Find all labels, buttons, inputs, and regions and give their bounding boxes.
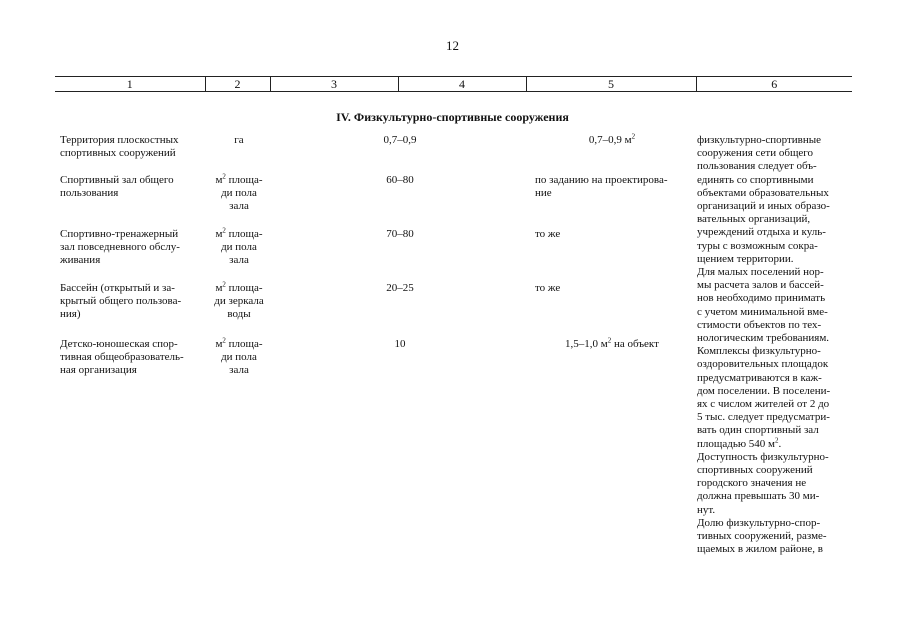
- notes-line: ях с числом жителей от 2 до: [697, 398, 830, 411]
- notes-line: Для малых поселений нор-: [697, 266, 824, 279]
- notes-line: стимости объектов по тех-: [697, 318, 822, 331]
- row-3-remark: [535, 228, 689, 241]
- row-1-remark-sup: 2: [631, 132, 636, 141]
- row-2-unit-sup: 2: [222, 172, 226, 181]
- row-4-unit-line: [208, 282, 270, 295]
- notes-area-sup: 2: [775, 436, 779, 445]
- row-1-unit: [208, 134, 270, 147]
- row-1-facility: [60, 134, 202, 160]
- notes-line: [697, 438, 847, 451]
- notes-line: сооружения сети общего: [697, 147, 814, 160]
- notes-line: нут.: [697, 503, 716, 516]
- notes-line: физкультурно-спортивные: [697, 134, 822, 146]
- row-3-facility-line: живания: [60, 254, 101, 267]
- row-1-facility-line: спортивных сооружений: [60, 147, 176, 160]
- row-3-norm: 70–80: [386, 228, 414, 240]
- notes-line: с учетом минимальной вме-: [697, 305, 828, 318]
- row-4-unit-m: м: [215, 282, 223, 294]
- row-3-unit-text: площа-: [225, 228, 263, 240]
- row-3-unit-line: [208, 228, 270, 241]
- row-3-remark-line: то же: [535, 228, 561, 240]
- notes-line: оздоровительных площадок: [697, 358, 829, 371]
- notes-line: спортивных сооружений: [697, 464, 813, 477]
- row-1-remark-value: 0,7–0,9 м: [588, 134, 632, 146]
- row-1-remark: [535, 134, 689, 147]
- row-2-unit: [208, 174, 270, 214]
- row-3-facility: [60, 228, 202, 268]
- row-2-remark-line: ние: [535, 187, 552, 200]
- row-3-facility-line: зал повседневного обслу-: [60, 241, 180, 254]
- row-2-facility-line: Спортивный зал общего: [60, 174, 174, 186]
- row-3-unit-line: зала: [229, 254, 249, 267]
- row-3-unit-sup: 2: [222, 226, 226, 235]
- row-2-facility-line: пользования: [60, 187, 119, 200]
- notes-line: щением территории.: [697, 252, 794, 265]
- row-5-unit-text: площа-: [225, 338, 263, 350]
- notes-line: мы расчета залов и бассей-: [697, 279, 824, 292]
- notes-column: [697, 134, 847, 557]
- notes-line: Долю физкультурно-спор-: [697, 516, 821, 529]
- notes-line: Доступность физкультурно-: [697, 450, 829, 463]
- column-number-4: 4: [398, 77, 526, 92]
- row-4-facility: [60, 282, 202, 322]
- column-number-2: 2: [205, 77, 270, 92]
- row-5-unit: [208, 338, 270, 378]
- notes-line: должна превышать 30 ми-: [697, 490, 820, 503]
- row-4-facility-line: ния): [60, 308, 81, 321]
- row-2-unit-m: м: [215, 174, 223, 186]
- row-3-unit-line: ди пола: [221, 241, 257, 254]
- row-3-unit: [208, 228, 270, 268]
- row-4-unit: [208, 282, 270, 322]
- column-number-header: [55, 76, 852, 92]
- notes-line: 5 тыс. следует предусматри-: [697, 411, 830, 424]
- row-5-unit-line: ди пола: [221, 351, 257, 364]
- notes-paragraph-2: [697, 266, 847, 345]
- notes-line: учреждений отдыха и куль-: [697, 226, 826, 239]
- row-5-remark-tail: на объект: [611, 338, 659, 350]
- row-2-unit-line: зала: [229, 200, 249, 213]
- notes-line: организаций и иных образо-: [697, 200, 830, 213]
- notes-area-tail: .: [778, 437, 782, 450]
- row-4-facility-line: Бассейн (открытый и за-: [60, 282, 175, 294]
- row-2-remark-line: по заданию на проектирова-: [535, 174, 668, 186]
- row-5-unit-m: м: [215, 338, 223, 350]
- row-4-unit-text: площа-: [225, 282, 263, 294]
- row-4-norm: 20–25: [386, 282, 414, 294]
- row-2-unit-text: площа-: [225, 174, 263, 186]
- notes-paragraph-3: [697, 345, 847, 451]
- row-2-unit-line: [208, 174, 270, 187]
- row-5-unit-line: зала: [229, 364, 249, 377]
- row-3-unit-m: м: [215, 228, 223, 240]
- row-4-facility-line: крытый общего пользова-: [60, 295, 182, 308]
- page-number: 12: [446, 38, 459, 53]
- row-5-remark-sup: 2: [607, 336, 612, 345]
- notes-area-text: площадью 540 м: [697, 437, 776, 450]
- notes-line: нологическим требованиям.: [697, 332, 830, 345]
- column-number-5: 5: [526, 77, 696, 92]
- notes-line: вать один спортивный зал: [697, 424, 819, 437]
- row-3-facility-line: Спортивно-тренажерный: [60, 228, 179, 240]
- notes-line: туры с возможным сокра-: [697, 239, 818, 252]
- notes-line: пользования следует объ-: [697, 160, 817, 173]
- row-5-remark: [535, 338, 689, 351]
- section-title: IV. Физкультурно-спортивные сооружения: [336, 110, 569, 124]
- row-5-facility-line: тивная общеобразователь-: [60, 351, 184, 364]
- notes-line: щаемых в жилом районе, в: [697, 543, 823, 556]
- notes-line: Комплексы физкультурно-: [697, 345, 821, 358]
- notes-line: нов необходимо принимать: [697, 292, 826, 305]
- column-number-3: 3: [270, 77, 398, 92]
- row-1-norm: 0,7–0,9: [383, 134, 417, 146]
- row-5-facility: [60, 338, 202, 378]
- row-5-facility-line: ная организация: [60, 364, 137, 377]
- row-2-unit-line: ди пола: [221, 187, 257, 200]
- row-4-unit-line: воды: [227, 308, 251, 321]
- notes-line: единять со спортивными: [697, 173, 814, 186]
- row-1-facility-line: Территория плоскостных: [60, 134, 179, 146]
- row-5-unit-line: [208, 338, 270, 351]
- row-1-unit-line: га: [234, 134, 244, 146]
- column-number-6: 6: [696, 77, 852, 92]
- row-5-facility-line: Детско-юношеская спор-: [60, 338, 178, 350]
- column-number-1: 1: [55, 77, 205, 92]
- notes-paragraph-4: [697, 451, 847, 517]
- row-4-unit-line: ди зеркала: [214, 295, 264, 308]
- row-2-remark: [535, 174, 689, 200]
- notes-line: объектами образовательных: [697, 186, 829, 199]
- row-5-norm: 10: [394, 338, 406, 350]
- row-2-facility: [60, 174, 202, 200]
- notes-paragraph-1: [697, 134, 847, 266]
- row-2-norm: 60–80: [386, 174, 414, 186]
- notes-line: тивных сооружений, разме-: [697, 530, 827, 543]
- row-4-remark-line: то же: [535, 282, 561, 294]
- row-4-remark: [535, 282, 689, 295]
- notes-line: предусматриваются в каж-: [697, 371, 822, 384]
- row-4-unit-sup: 2: [222, 280, 226, 289]
- notes-line: вательных организаций,: [697, 213, 811, 226]
- row-5-unit-sup: 2: [222, 336, 226, 345]
- notes-line: городского значения не: [697, 477, 807, 490]
- row-5-remark-value: 1,5–1,0 м: [565, 338, 608, 350]
- notes-line: дом поселении. В поселени-: [697, 384, 831, 397]
- notes-paragraph-5: [697, 517, 847, 557]
